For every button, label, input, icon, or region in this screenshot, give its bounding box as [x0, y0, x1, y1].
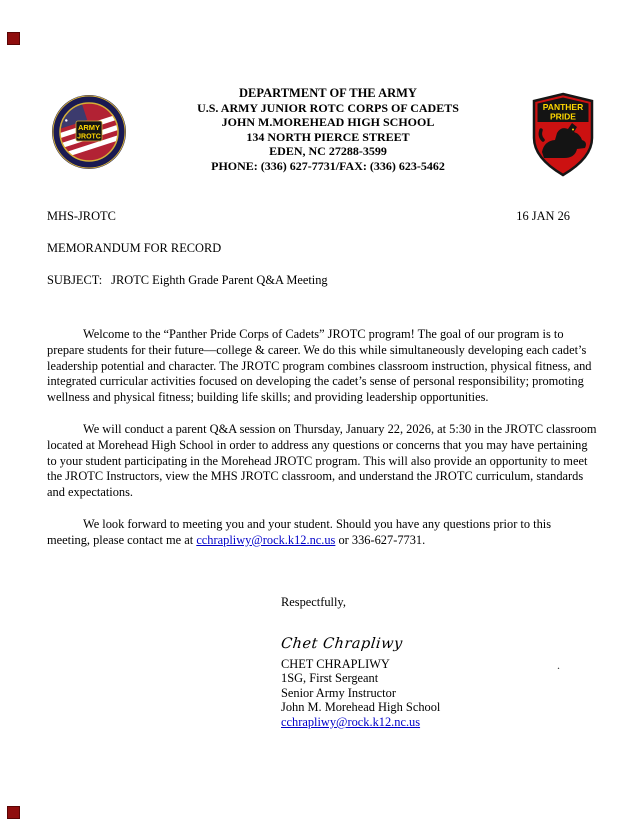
panther-pride-shield-icon	[529, 92, 597, 183]
memo-date: 16 JAN 26	[516, 209, 570, 223]
signature-script: Chet Chrapliwy	[280, 635, 404, 652]
body-paragraph-3	[47, 517, 597, 549]
office-symbol: MHS-JROTC	[47, 209, 116, 223]
signer-school: John M. Morehead High School	[281, 700, 441, 715]
signature-email-link[interactable]: cchrapliwy@rock.k12.nc.us	[281, 714, 421, 729]
red-square-mark-top	[7, 32, 20, 45]
letterhead-department: DEPARTMENT OF THE ARMY	[239, 86, 417, 100]
memorandum-for-record-line: MEMORANDUM FOR RECORD	[47, 241, 222, 255]
letterhead-corps: U.S. ARMY JUNIOR ROTC CORPS OF CADETS	[197, 100, 459, 115]
signer-rank: 1SG, First Sergeant	[281, 671, 379, 686]
letterhead-street: 134 NORTH PIERCE STREET	[246, 129, 410, 144]
letterhead	[47, 84, 597, 183]
letterhead-text-block	[127, 84, 529, 174]
subject-text: JROTC Eighth Grade Parent Q&A Meeting	[111, 273, 328, 287]
office-symbol-row	[47, 209, 597, 224]
closing-respectfully: Respectfully,	[281, 594, 346, 609]
seal-text-army: ARMY	[77, 123, 101, 132]
body-paragraph-1: Welcome to the “Panther Pride Corps of Cadets” JROTC program! The goal of our program is to prepare students for their future—college & career. We do this while simultaneously developing each cadet’s leadership potential and character. The JROTC program combines classroom instruction, physical fitness, and integrated curricular activities focused on developing the cadet’s sense of personal responsibility; promoting wellness and physical fitness; building life skills; and providing leadership opportunities.	[47, 327, 592, 405]
army-jrotc-seal-icon	[51, 94, 127, 175]
body-paragraph-2: We will conduct a parent Q&A session on Thursday, January 22, 2026, at 5:30 in the JROTC classroom located at Morehead High School in order to address any questions or concerns that you may have pertaining to your student participating in the Morehead JROTC program. This will also provide an opportunity to meet the JROTC Instructors, view the MHS JROTC classroom, and understand the JROTC curriculum, standards and expectations.	[47, 421, 597, 500]
subject-line	[47, 273, 597, 288]
letterhead-city: EDEN, NC 27288-3599	[269, 144, 387, 159]
seal-text-jrotc: JROTC	[77, 133, 101, 141]
stray-period-mark: .	[557, 657, 560, 672]
letterhead-school: JOHN M.MOREHEAD HIGH SCHOOL	[221, 115, 435, 130]
shield-text-pride: PRIDE	[550, 111, 576, 122]
signer-title: Senior Army Instructor	[281, 685, 396, 700]
red-square-mark-bottom	[7, 806, 20, 819]
contact-email-link[interactable]: cchrapliwy@rock.k12.nc.us	[196, 532, 336, 547]
contact-paragraph-after: or 336-627-7731.	[335, 532, 426, 547]
signer-name: CHET CHRAPLIWY	[281, 656, 390, 671]
contact-paragraph-before: We look forward to meeting you and your student. Should you have any questions prior to this meeting, please contact me at	[47, 516, 552, 547]
signature-block	[281, 657, 597, 730]
letterhead-phone-fax: PHONE: (336) 627-7731/FAX: (336) 623-5462	[211, 158, 445, 173]
subject-label: SUBJECT:	[47, 273, 103, 287]
shield-text-panther: PANTHER	[542, 102, 584, 112]
